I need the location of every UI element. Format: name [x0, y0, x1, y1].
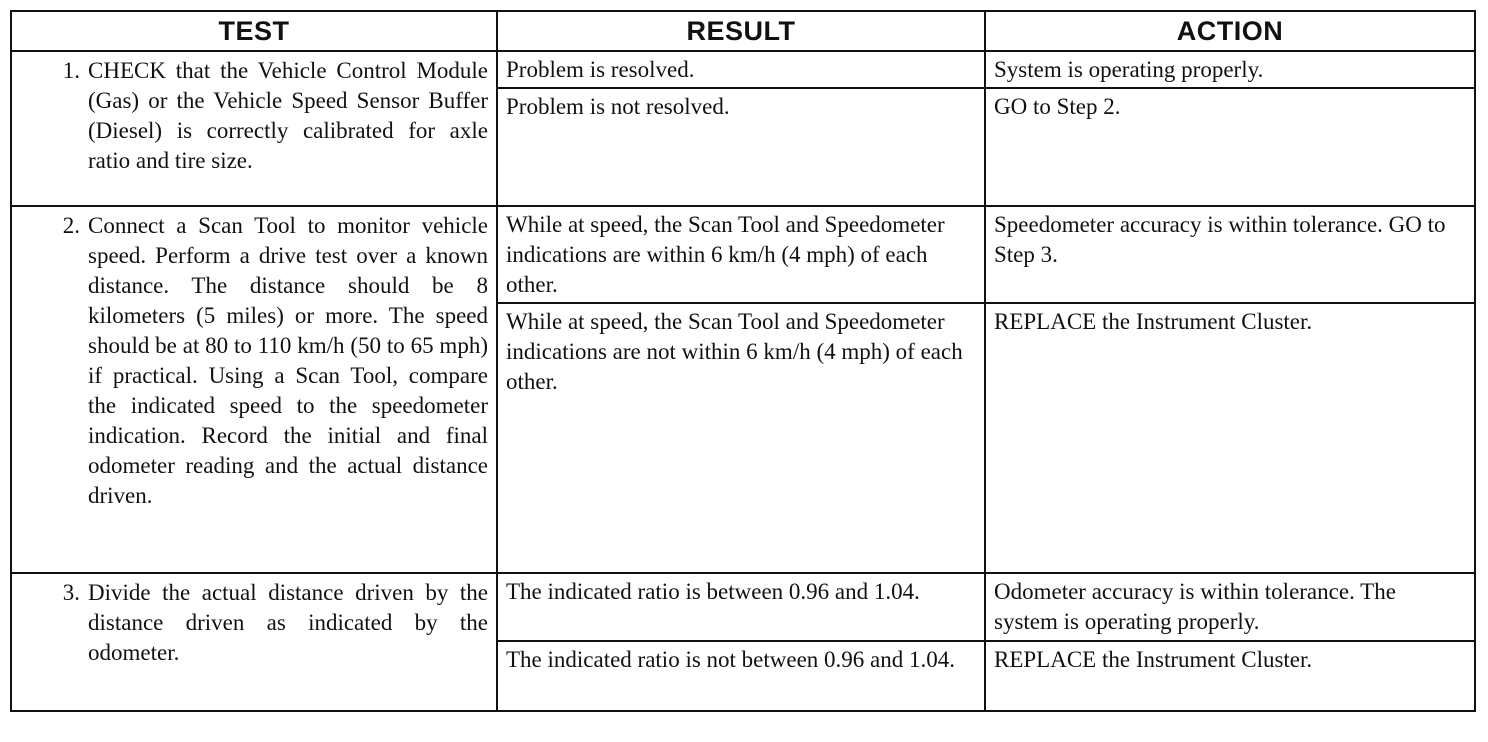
- diagnostic-table: [10, 10, 1476, 712]
- result-cell: [497, 641, 985, 711]
- action-cell: [985, 206, 1475, 303]
- header-action: ACTION: [985, 11, 1475, 51]
- action-cell: [985, 573, 1475, 641]
- test-description: CHECK that the Vehicle Control Module (Gas) or the Vehicle Speed Sensor Buffer (Diesel) is correctly calibrated for axle ratio and tire size.: [88, 58, 488, 173]
- action-text: Odometer accuracy is within tolerance. The system is operating properly.: [994, 579, 1396, 634]
- diagnostic-table-container: [10, 10, 1474, 712]
- test-description: Divide the actual distance driven by the distance driven as indicated by the odometer.: [88, 580, 488, 665]
- result-text: While at speed, the Scan Tool and Speedometer indications are within 6 km/h (4 mph) of each other.: [506, 212, 945, 297]
- action-cell: [985, 51, 1475, 88]
- result-text: The indicated ratio is not between 0.96 and 1.04.: [506, 647, 956, 672]
- action-cell: [985, 303, 1475, 573]
- action-cell: [985, 88, 1475, 206]
- action-text: GO to Step 2.: [994, 94, 1121, 119]
- result-text: Problem is resolved.: [506, 57, 695, 82]
- result-cell: [497, 206, 985, 303]
- result-text: Problem is not resolved.: [506, 94, 730, 119]
- step-number: 2.: [62, 213, 80, 238]
- test-description: Connect a Scan Tool to monitor vehicle speed. Perform a drive test over a known distance. The distance should be 8 kilometers (5 miles) or more. The speed should be at 80 to 110 km/h (50 to 65 mph) if practical. Using a Scan Tool, compare the indicated speed to the speedometer indication. Record the initial and final odometer reading and the actual distance driven.: [88, 213, 488, 508]
- step-number: 3.: [62, 580, 80, 605]
- test-cell-step-1: [11, 51, 497, 206]
- action-text: REPLACE the Instrument Cluster.: [994, 647, 1313, 672]
- header-test: TEST: [11, 11, 497, 51]
- header-row: [11, 11, 1475, 51]
- result-text: The indicated ratio is between 0.96 and 1.04.: [506, 579, 920, 604]
- test-cell-step-3: [11, 573, 497, 711]
- result-cell: [497, 303, 985, 573]
- step-number: 1.: [62, 58, 80, 83]
- table-row: [11, 206, 1475, 303]
- result-cell: [497, 51, 985, 88]
- header-result: RESULT: [497, 11, 985, 51]
- result-cell: [497, 88, 985, 206]
- action-text: Speedometer accuracy is within tolerance. GO to Step 3.: [994, 212, 1446, 267]
- action-text: System is operating properly.: [994, 57, 1264, 82]
- test-cell-step-2: [11, 206, 497, 573]
- result-text: While at speed, the Scan Tool and Speedometer indications are not within 6 km/h (4 mph) of each other.: [506, 309, 963, 394]
- action-cell: [985, 641, 1475, 711]
- result-cell: [497, 573, 985, 641]
- action-text: REPLACE the Instrument Cluster.: [994, 309, 1313, 334]
- table-row: [11, 51, 1475, 88]
- table-row: [11, 573, 1475, 641]
